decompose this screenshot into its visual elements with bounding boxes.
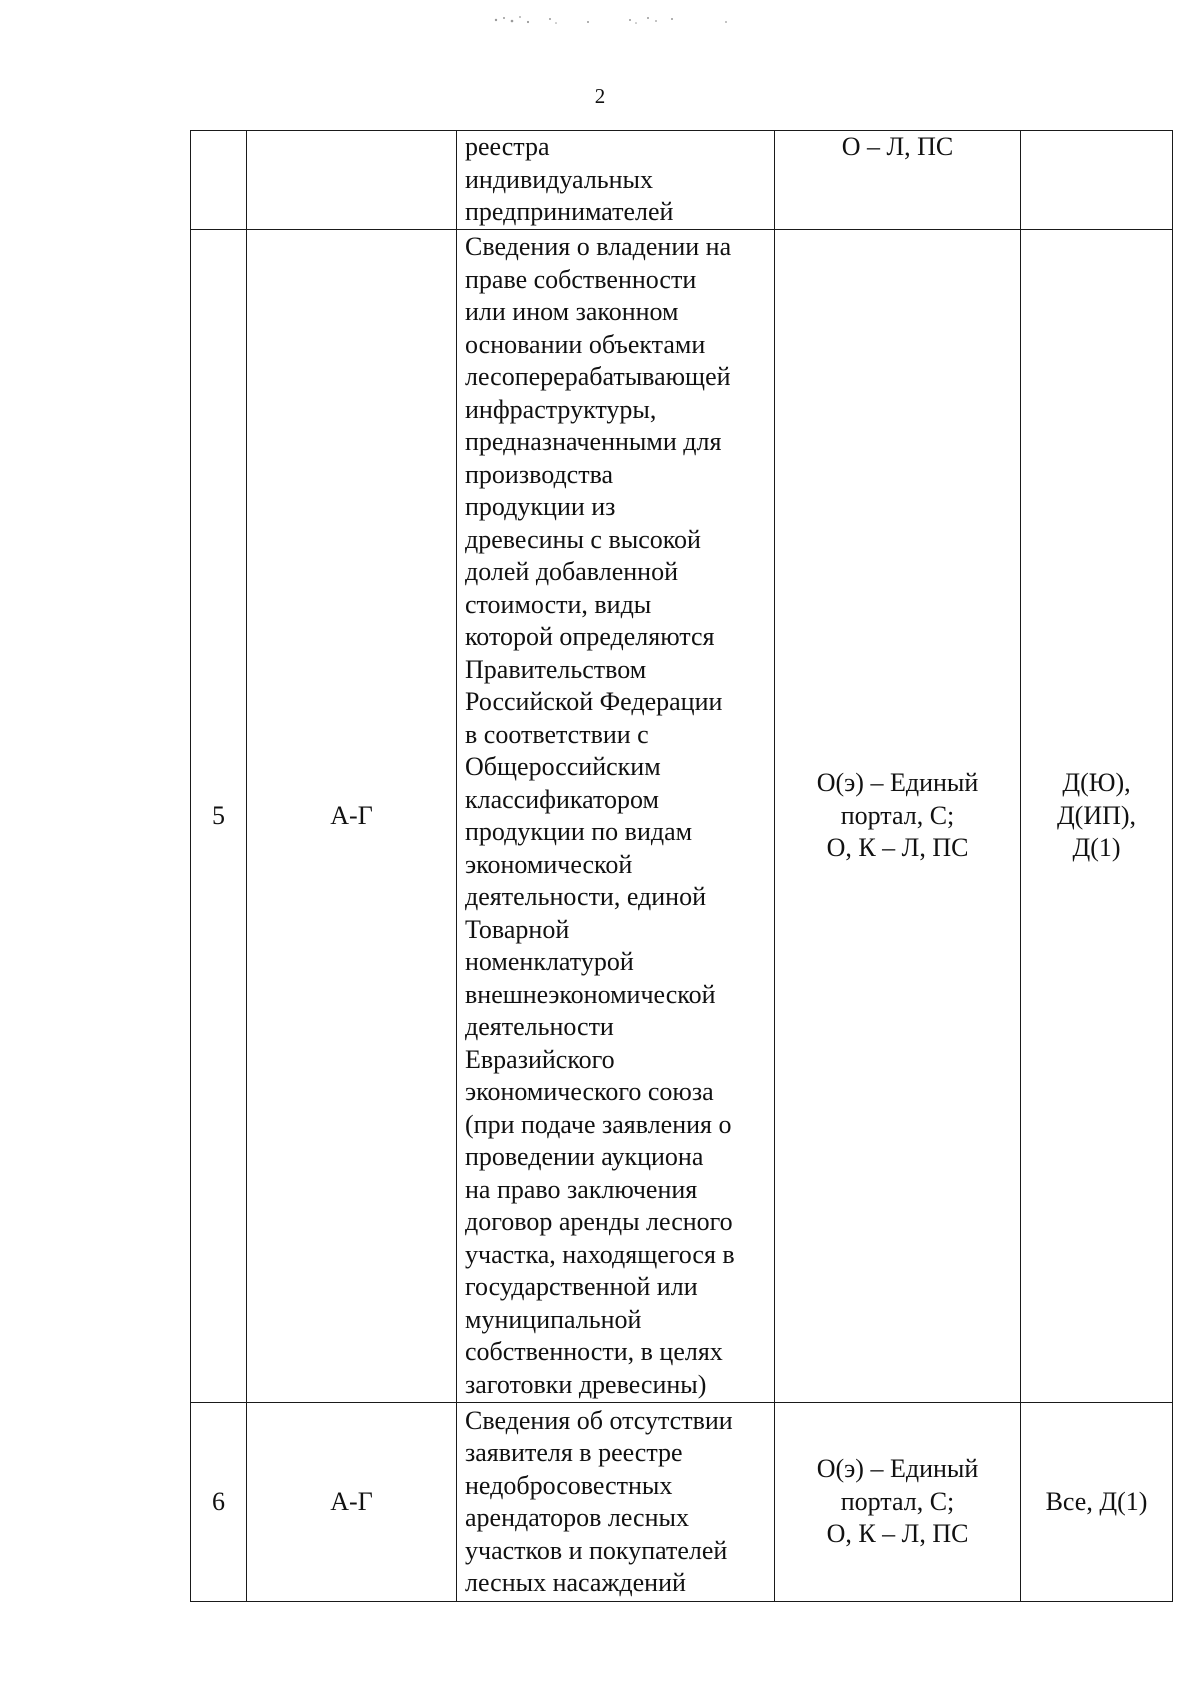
description-line: Правительством xyxy=(465,654,647,684)
table-row xyxy=(191,1403,1173,1602)
source-line: О – Л, ПС xyxy=(841,132,954,161)
applicability-cell xyxy=(1021,131,1173,230)
description-line: индивидуальных xyxy=(465,164,654,194)
table-row xyxy=(191,230,1173,1403)
description-cell xyxy=(457,131,775,230)
description-line: которой определяются xyxy=(465,622,715,651)
description-line: стоимости, виды xyxy=(465,589,652,619)
description-line: заготовки древесины) xyxy=(465,1369,707,1399)
source-line: портал, С; xyxy=(840,1486,955,1516)
category-cell xyxy=(247,1403,457,1602)
category-code: А-Г xyxy=(330,1486,373,1516)
description-line: внешнеэкономической xyxy=(465,979,716,1009)
page-number: 2 xyxy=(594,84,606,108)
description-line: государственной или xyxy=(465,1272,698,1301)
description-line: деятельности xyxy=(465,1012,614,1041)
description-line: предназначенными для xyxy=(465,427,722,456)
applicability-line: Д(ИП), xyxy=(1056,800,1137,830)
row-number: 5 xyxy=(212,800,225,830)
description-line: на право заключения xyxy=(465,1174,698,1204)
category-cell xyxy=(247,230,457,1403)
description-line: основании объектами xyxy=(465,329,706,359)
source-line: О(э) – Единый xyxy=(816,768,979,798)
description-line: Сведения о владении на xyxy=(465,232,732,261)
source-cell xyxy=(775,1403,1021,1602)
requirements-table xyxy=(190,130,1173,1602)
description-line: деятельности, единой xyxy=(465,882,707,911)
description-line: в соответствии с xyxy=(465,719,649,749)
description-line: праве собственности xyxy=(465,264,697,294)
description-line: лесоперерабатывающей xyxy=(465,362,731,391)
description-line: номенклатурой xyxy=(465,947,634,976)
description-line: долей добавленной xyxy=(465,557,679,586)
source-line: О(э) – Единый xyxy=(816,1454,979,1484)
description-line: недобросовестных xyxy=(465,1470,673,1500)
category-cell xyxy=(247,131,457,230)
source-cell xyxy=(775,131,1021,230)
description-line: (при подаче заявления о xyxy=(465,1109,732,1139)
description-line: собственности, в целях xyxy=(465,1337,723,1366)
description-line: заявителя в реестре xyxy=(465,1438,683,1467)
description-cell xyxy=(457,1403,775,1602)
applicability-line: Все, Д(1) xyxy=(1045,1486,1148,1516)
description-cell xyxy=(457,230,775,1403)
applicability-cell xyxy=(1021,1403,1173,1602)
description-line: участков и покупателей xyxy=(465,1535,728,1565)
description-line: реестра xyxy=(465,132,550,162)
source-line: О, К – Л, ПС xyxy=(826,1519,969,1549)
description-line: предпринимателей xyxy=(465,197,674,227)
applicability-line: Д(Ю), xyxy=(1062,768,1131,798)
description-line: арендаторов лесных xyxy=(465,1503,689,1532)
row-number-cell xyxy=(191,131,247,230)
description-line: продукции из xyxy=(465,492,616,521)
applicability-line: Д(1) xyxy=(1072,833,1121,863)
description-line: Товарной xyxy=(465,914,570,944)
source-cell xyxy=(775,230,1021,1403)
scan-artifact xyxy=(490,10,750,30)
description-line: Сведения об отсутствии xyxy=(465,1405,733,1435)
description-line: Российской Федерации xyxy=(465,687,723,716)
description-line: или ином законном xyxy=(465,297,679,326)
description-line: проведении аукциона xyxy=(465,1142,704,1171)
description-line: экономического союза xyxy=(465,1077,714,1106)
description-line: договор аренды лесного xyxy=(465,1207,733,1236)
description-line: муниципальной xyxy=(465,1304,642,1334)
description-line: Евразийского xyxy=(465,1044,615,1074)
table-row xyxy=(191,131,1173,230)
row-number: 6 xyxy=(212,1486,225,1516)
description-line: экономической xyxy=(465,849,633,879)
row-number-cell xyxy=(191,1403,247,1602)
description-line: лесных насаждений xyxy=(465,1568,686,1597)
source-line: портал, С; xyxy=(840,800,955,830)
source-line: О, К – Л, ПС xyxy=(826,833,969,863)
row-number-cell xyxy=(191,230,247,1403)
description-line: продукции по видам xyxy=(465,817,693,846)
category-code: А-Г xyxy=(330,800,373,830)
description-line: классификатором xyxy=(465,784,659,814)
description-line: древесины с высокой xyxy=(465,524,701,554)
description-line: участка, находящегося в xyxy=(465,1239,735,1269)
description-line: производства xyxy=(465,459,614,489)
description-line: инфраструктуры, xyxy=(465,394,657,424)
description-line: Общероссийским xyxy=(465,752,661,781)
applicability-cell xyxy=(1021,230,1173,1403)
